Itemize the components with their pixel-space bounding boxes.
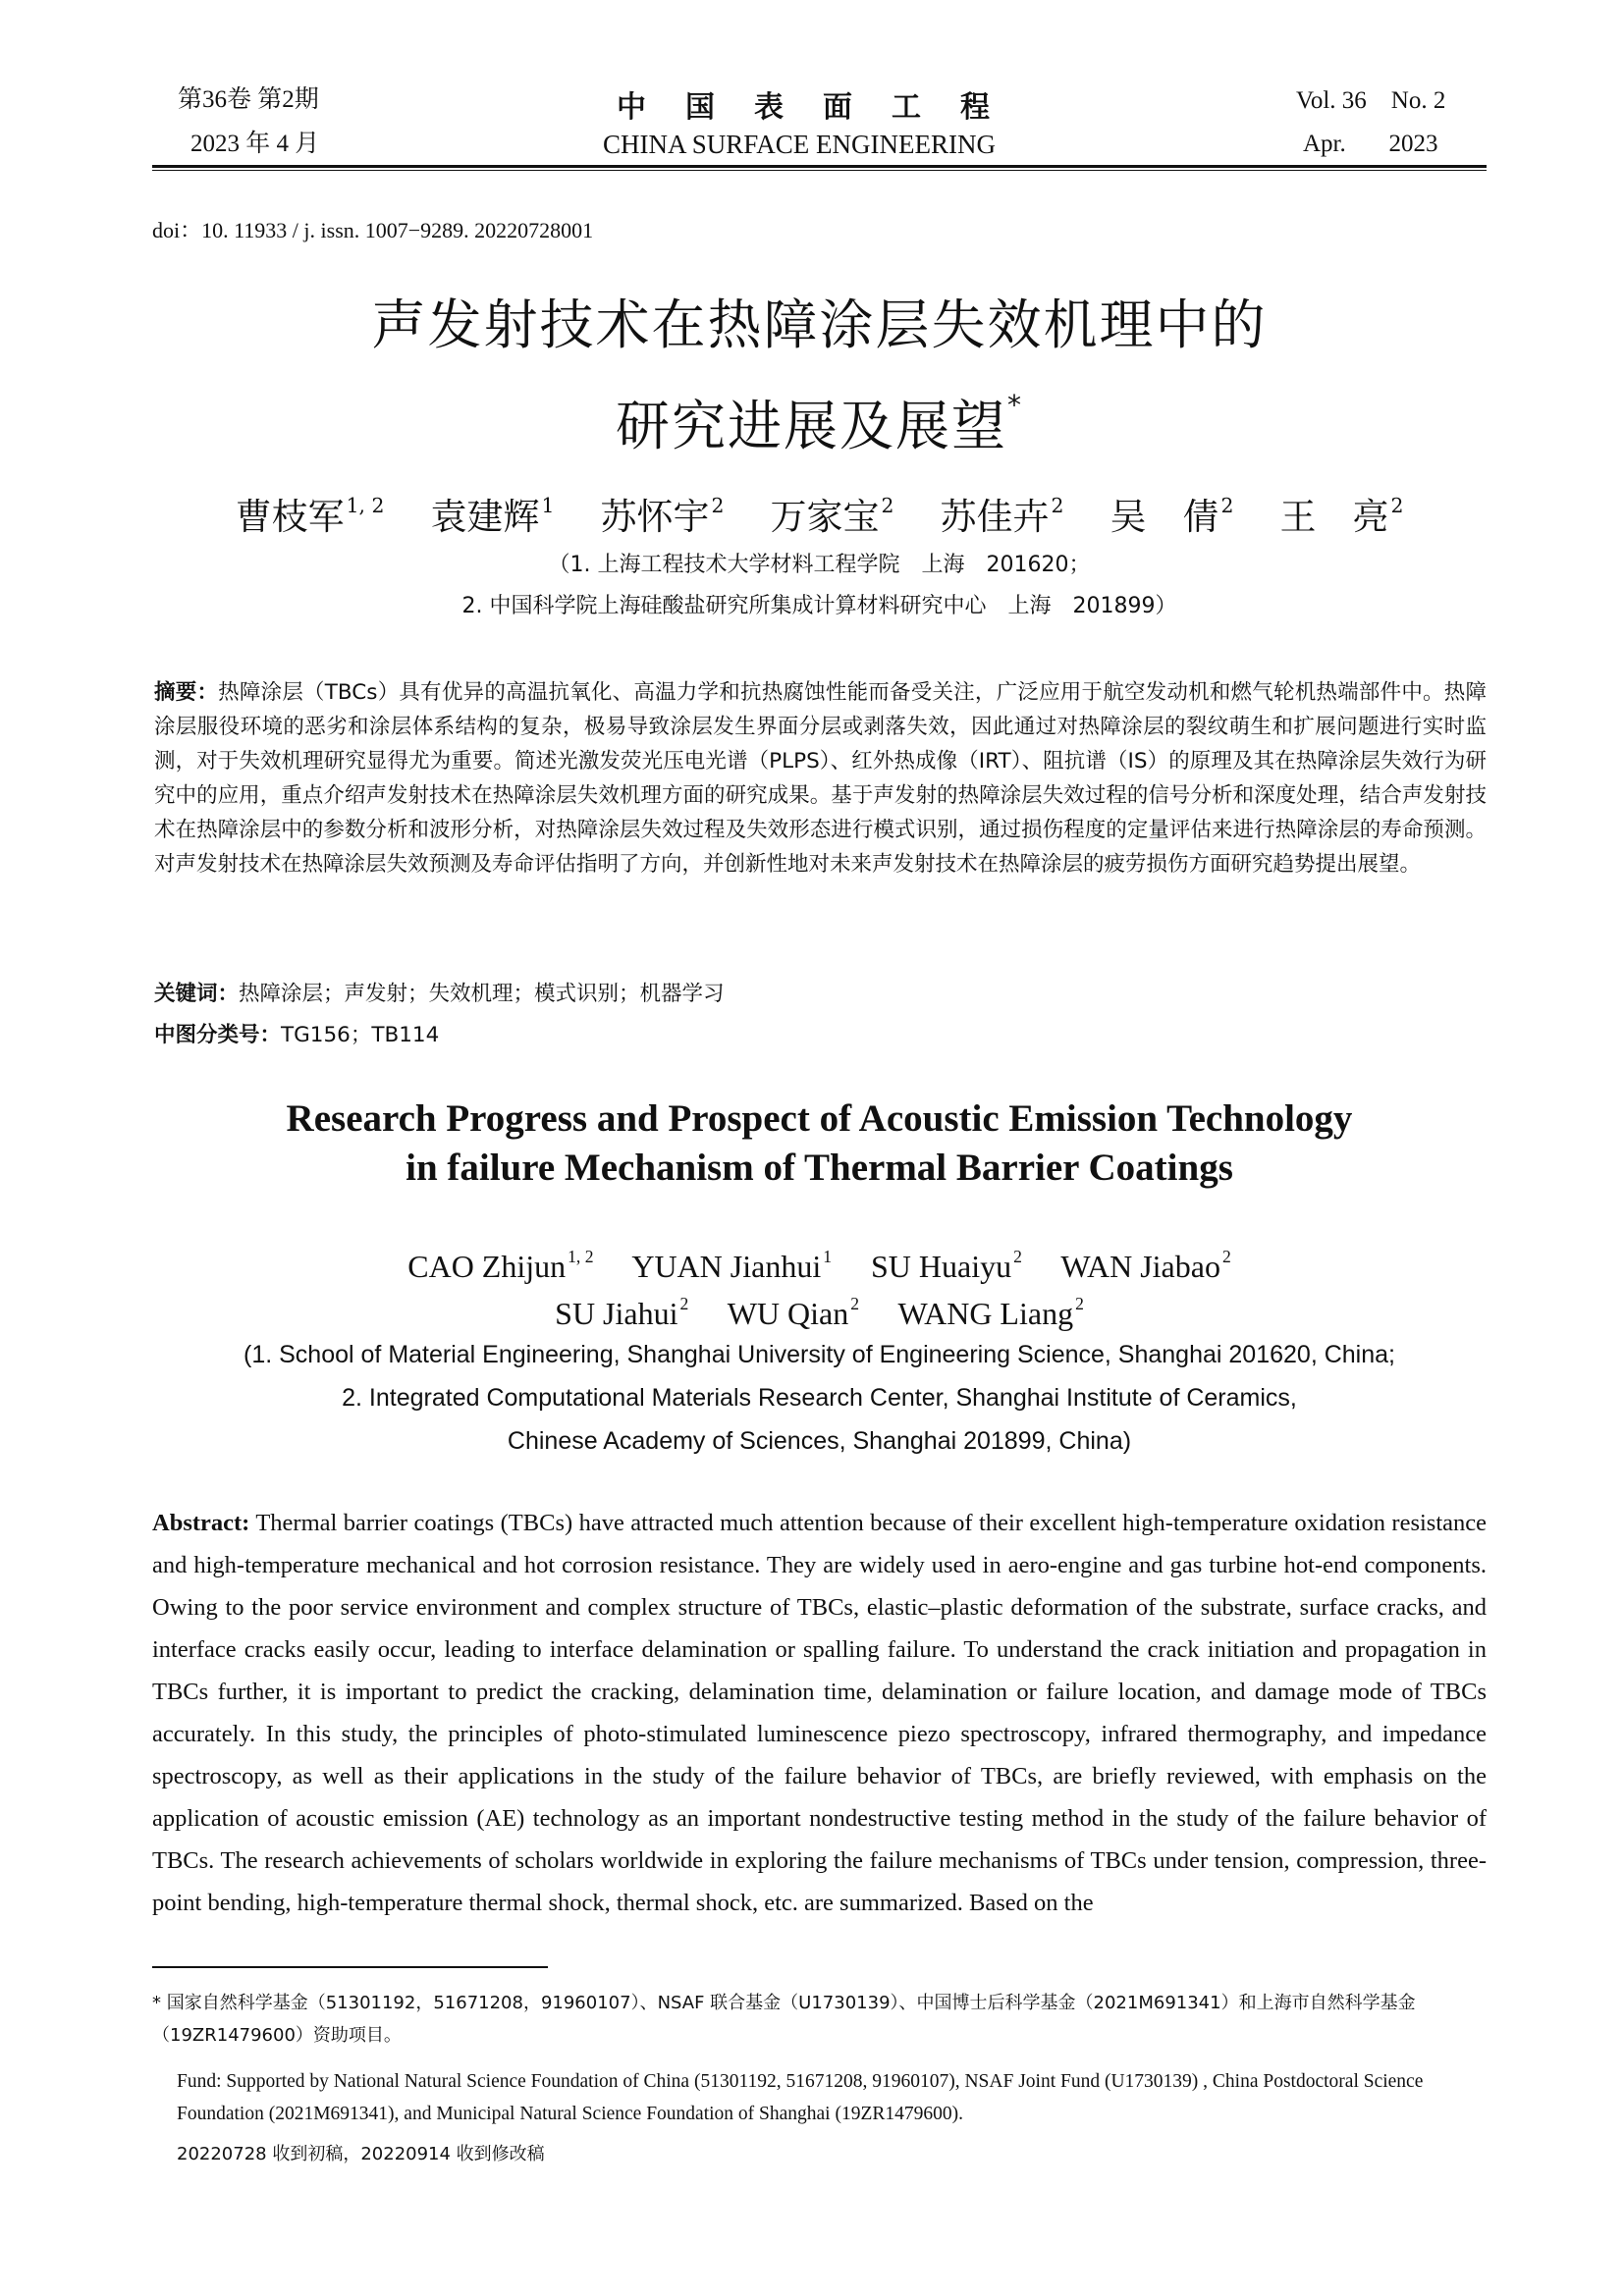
title-en-line1: Research Progress and Prospect of Acoustic Emission Technology	[286, 1097, 1353, 1140]
clc-zh	[154, 1018, 1487, 1052]
footnote-fund-zh: * 国家自然科学基金（51301192，51671208，91960107）、NSAF 联合基金（U1730139）、中国博士后科学基金（2021M691341）和上海市自然科学基金（19ZR1479600）资助项目。	[152, 1993, 1416, 2046]
author-zh: 苏佳卉$^2$	[940, 493, 1064, 538]
footnote-received-dates: 20220728 收到初稿，20220914 收到修改稿	[177, 2144, 545, 2164]
author-en: CAO Zhijun $^{1, 2}$	[407, 1247, 594, 1284]
author-en: SU Jiahui $^2$	[555, 1294, 689, 1331]
title-zh-line2	[152, 365, 1487, 466]
authors-zh	[152, 487, 1487, 540]
author-zh: 苏怀宇$^2$	[600, 493, 725, 538]
keywords-zh	[154, 977, 1487, 1011]
header-journal-zh: 中国表面工程	[617, 90, 1029, 125]
abstract-zh	[154, 675, 1487, 881]
author-en: WU Qian $^2$	[727, 1294, 860, 1331]
title-zh-line1: 声发射技术在热障涂层失效机理中的	[371, 294, 1268, 356]
header-journal-en: CHINA SURFACE ENGINEERING	[603, 130, 997, 159]
author-en: YUAN Jianhui $^1$	[631, 1247, 832, 1284]
footnote-rule	[152, 1966, 548, 1968]
header-rule-thick	[152, 165, 1487, 168]
abstract-en	[152, 1502, 1487, 1924]
footnote-fund-en: Fund: Supported by National Natural Science Foundation of China (51301192, 51671208, 91960107), NSAF Joint Fund (U1730139) , China Postdoctoral Science Foundation (2021M691341), and Municipal Natural Science Foundation of Shanghai (19ZR1479600).	[177, 2071, 1424, 2124]
abstract-en-label: Abstract:	[152, 1510, 250, 1536]
author-en: WANG Liang $^2$	[897, 1294, 1084, 1331]
affiliation-en-1: (1. School of Material Engineering, Shanghai University of Engineering Science, Shanghai 201620, China;	[244, 1341, 1395, 1368]
header-date-zh: 2023 年 4 月	[190, 131, 320, 157]
author-zh: 吴 倩$^2$	[1110, 493, 1234, 538]
author-zh: 万家宝$^2$	[770, 493, 894, 538]
author-zh: 曹枝军$^{1, 2}$	[235, 493, 385, 538]
abstract-en-text: Thermal barrier coatings (TBCs) have attracted much attention because of their excellent high-temperature oxidation resistance and high-temperature mechanical and hot corrosion resistance. They are widely used in aero-engine and gas turbine hot-end components. Owing to the poor service environment and complex structure of TBCs, elastic–plastic deformation of the substrate, surface cracks, and interface cracks easily occur, leading to interface delamination or spalling failure. To understand the crack initiation and propagation in TBCs further, it is important to predict the cracking, delamination time, delamination or failure location, and damage mode of TBCs accurately. In this study, the principles of photo-stimulated luminescence piezo spectroscopy, infrared thermography, and impedance spectroscopy, as well as their applications in the study of the failure behavior of TBCs, are briefly reviewed, with emphasis on the application of acoustic emission (AE) technology as an important nondestructive testing method in the study of the failure behavior of TBCs. The research achievements of scholars worldwide in exploring the failure mechanisms of TBCs under tension, compression, three-point bending, high-temperature thermal shock, thermal shock, etc. are summarized. Based on the	[152, 1510, 1487, 1916]
doi: doi：10. 11933 / j. issn. 1007−9289. 20220728001	[152, 218, 594, 242]
author-en: WAN Jiabao $^2$	[1060, 1247, 1231, 1284]
authors-en-row2	[152, 1282, 1487, 1335]
keywords-zh-text: 热障涂层；声发射；失效机理；模式识别；机器学习	[239, 982, 725, 1006]
header-volume-issue-zh: 第36卷 第2期	[178, 86, 319, 113]
title-en	[152, 1095, 1487, 1193]
author-zh: 袁建辉$^1$	[430, 493, 555, 538]
affiliation-en-3: Chinese Academy of Sciences, Shanghai 201899, China)	[507, 1427, 1132, 1455]
clc-label: 中图分类号：	[154, 1023, 282, 1047]
header-date-en: Apr. 2023	[1303, 131, 1438, 157]
author-zh: 王 亮$^2$	[1279, 493, 1404, 538]
affiliation-zh-1: （1. 上海工程技术大学材料工程学院 上海 201620；	[548, 553, 1091, 577]
abstract-zh-text: 热障涂层（TBCs）具有优异的高温抗氧化、高温力学和抗热腐蚀性能而备受关注，广泛应用于航空发动机和燃气轮机热端部件中。热障涂层服役环境的恶劣和涂层体系结构的复杂，极易导致涂层发生界面分层或剥落失效，因此通过对热障涂层的裂纹萌生和扩展问题进行实时监测，对于失效机理研究显得尤为重要。简述光激发荧光压电光谱（PLPS）、红外热成像（IRT）、阻抗谱（IS）的原理及其在热障涂层失效行为研究中的应用，重点介绍声发射技术在热障涂层失效机理方面的研究成果。基于声发射的热障涂层失效过程的信号分析和深度处理，结合声发射技术在热障涂层中的参数分析和波形分析，对热障涂层失效过程及失效形态进行模式识别，通过损伤程度的定量评估来进行热障涂层的寿命预测。对声发射技术在热障涂层失效预测及寿命评估指明了方向，并创新性地对未来声发射技术在热障涂层的疲劳损伤方面研究趋势提出展望。	[154, 680, 1487, 877]
authors-en-row1	[152, 1235, 1487, 1288]
keywords-zh-label: 关键词：	[154, 982, 240, 1006]
title-en-line2: in failure Mechanism of Thermal Barrier Coatings	[406, 1147, 1233, 1189]
affiliation-zh-2: 2. 中国科学院上海硅酸盐研究所集成计算材料研究中心 上海 201899）	[461, 594, 1177, 618]
title-zh-line2-text: 研究进展及展望	[615, 394, 1007, 457]
header-rule-thin	[152, 170, 1487, 171]
header-volume-issue-en: Vol. 36 No. 2	[1296, 87, 1446, 114]
author-en: SU Huaiyu $^2$	[871, 1247, 1022, 1284]
affiliation-en-2: 2. Integrated Computational Materials Research Center, Shanghai Institute of Ceramics,	[342, 1384, 1297, 1412]
abstract-zh-label: 摘要：	[154, 680, 219, 705]
title-footnote-mark: *	[1007, 389, 1023, 421]
title-zh	[152, 285, 1487, 466]
clc-text: TG156；TB114	[281, 1023, 440, 1047]
